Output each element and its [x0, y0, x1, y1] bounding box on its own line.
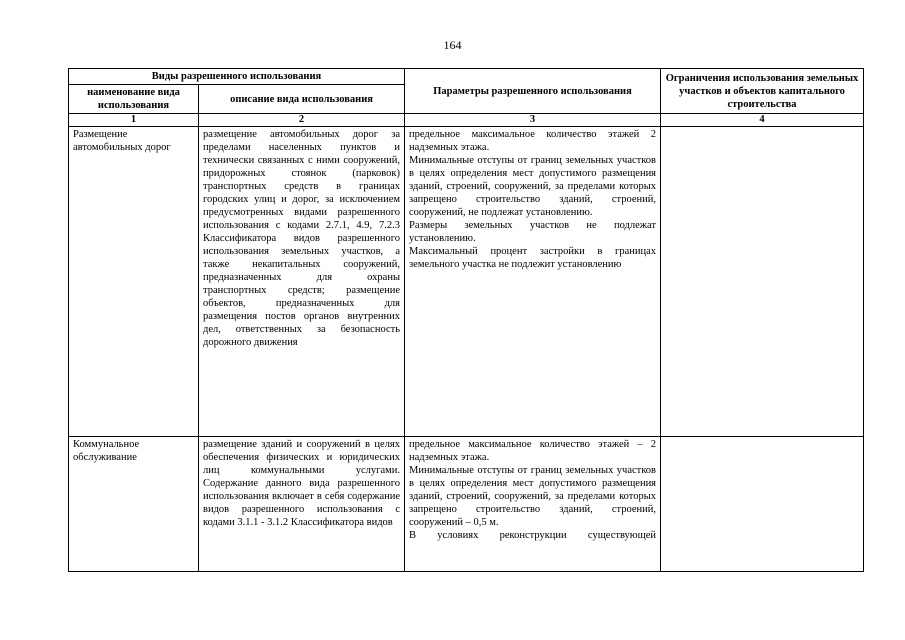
column-number-1: 1 [69, 114, 199, 127]
use-type-name-cell [69, 437, 199, 572]
params-paragraph: Минимальные отступы от границ земельных участков в целях определения мест допустимого размещения зданий, строений, сооружений, за пределами которых запрещено строительство зданий, строений, сооружений, не подлежат установлению. [409, 155, 657, 218]
params-header: Параметры разрешенного использования [433, 85, 632, 97]
params-paragraph: Минимальные отступы от границ земельных участков в целях определения мест допустимого размещения зданий, строений, сооружений, за пределами которых запрещено строительство зданий, строений, сооружений – 0,5 м. [409, 465, 657, 528]
params-paragraph: предельное максимальное количество этажей 2 надземных этажа. [409, 129, 657, 153]
desc-header: описание вида использования [230, 93, 373, 105]
restrictions-cell [661, 437, 864, 572]
params-paragraph: Размеры земельных участков не подлежат установлению. [409, 220, 657, 244]
params-header-cell [405, 69, 661, 114]
params-paragraph: В условиях реконструкции существующей [409, 530, 657, 541]
use-type-description: размещение автомобильных дорог за пределами населенных пунктов и технически связанных с ними сооружений, придорожных стоянок (парковок) транспортных средств в границах городских улиц и дорог, за исключением предусмотренных видами разрешенного использования с кодами 2.7.1, 4.9, 7.2.3 Классификатора видов разрешенного использования земельных участков, а также некапитальных сооружений, предназначенных для охраны транспортных средств; размещение объектов, предназначенных для размещения постов органов внутренних дел, ответственных за безопасность дорожного движения [203, 129, 401, 348]
page-number: 164 [443, 38, 462, 52]
group-title-cell [69, 69, 405, 85]
name-header: наименование вида использования [87, 87, 180, 111]
params-paragraph: предельное максимальное количество этажей – 2 надземных этажа. [409, 439, 657, 463]
land-use-table [68, 68, 864, 572]
use-type-description-cell [199, 437, 405, 572]
column-number-3: 3 [405, 114, 661, 127]
group-title: Виды разрешенного использования [151, 71, 322, 82]
table-row [69, 127, 864, 437]
use-type-description-cell [199, 127, 405, 437]
column-number-2: 2 [199, 114, 405, 127]
params-paragraph: Максимальный процент застройки в границах земельного участка не подлежит установлению [409, 246, 657, 270]
header-row-1 [69, 69, 864, 85]
use-type-name: Размещение автомобильных дорог [73, 129, 171, 153]
use-type-name: Коммунальное обслуживание [73, 439, 140, 463]
column-number-row [69, 114, 864, 127]
table-row [69, 437, 864, 572]
use-type-name-cell [69, 127, 199, 437]
restrictions-header-cell [661, 69, 864, 114]
use-type-description: размещение зданий и сооружений в целях обеспечения физических и юридических лиц коммунальными услугами. Содержание данного вида разрешенного использования включает в себя содержание видов разрешенного использования с кодами 3.1.1 - 3.1.2 Классификатора видов [203, 439, 401, 528]
restrictions-cell [661, 127, 864, 437]
name-header-cell [69, 85, 199, 114]
column-number-4: 4 [661, 114, 864, 127]
restrictions-header: Ограничения использования земельных участков и объектов капитального строительства [665, 72, 859, 110]
use-params-cell [405, 127, 661, 437]
use-params-cell [405, 437, 661, 572]
desc-header-cell [199, 85, 405, 114]
